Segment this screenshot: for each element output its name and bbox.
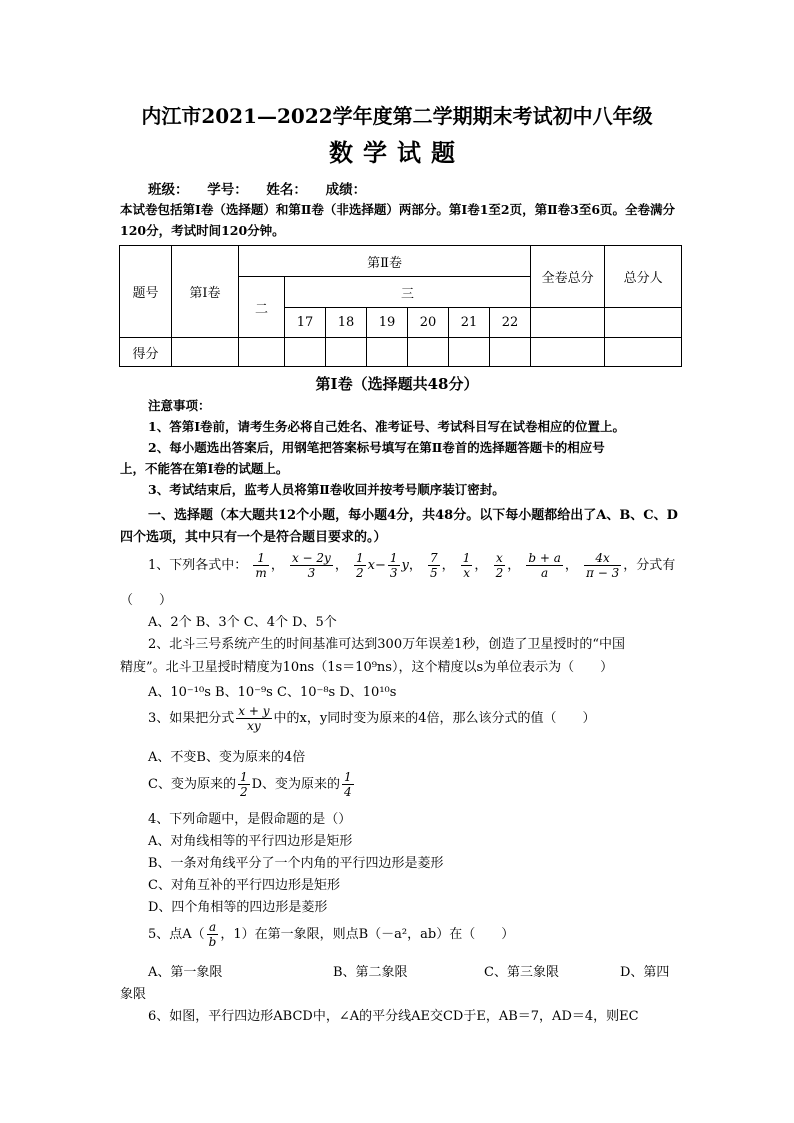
q1-frac-5: $\frac{7}{5}$ — [430, 551, 438, 580]
exam-subtitle: 数学试题 — [329, 138, 465, 167]
score-cell — [172, 338, 239, 367]
q2-line-2: 精度”。北斗卫星授时精度为10ns（1s＝10⁹ns），这个精度以s为单位表示为（ ） — [120, 660, 614, 675]
grade-label: 成绩： — [325, 182, 367, 198]
question-22-cell: 22 — [490, 308, 531, 338]
question-1: 1、下列各式中： $\frac{1}{m}$ ， $\frac{x - 2y}{3}$ ， $\frac{1}{2}$ x− $\frac{1}{3}$ y， $\frac{7}{5}$ ， $\frac{1}{x}$ ， $\frac{x}{2}$ ， $\frac{b + a}{a}$ ， $\frac{4x}{\pi - 3}$ ，分式有 — [148, 551, 676, 580]
notice-item-2-cont: 上，不能答在第Ⅰ卷的试题上。 — [120, 461, 289, 476]
scorer-cell — [605, 308, 682, 338]
q5-option-d: D、第四 — [620, 965, 670, 980]
q4-option-b: B、一条对角线平分了一个内角的平行四边形是菱形 — [148, 856, 444, 871]
question-18-cell: 18 — [326, 308, 367, 338]
q5-option-a: A、第一象限 — [148, 965, 223, 980]
section2-header: 二 — [239, 277, 285, 338]
q4-option-a: A、对角线相等的平行四边形是矩形 — [148, 834, 353, 849]
score-cell — [408, 338, 449, 367]
q6-stem: 6、如图，平行四边形ABCD中，∠A的平分线AE交CD于E，AB＝7，AD＝4，则EC — [148, 1009, 639, 1024]
notice-item-1: 1、答第Ⅰ卷前，请考生务必将自己姓名、准考证号、考试科目写在试卷相应的位置上。 — [148, 419, 626, 434]
q1-frac-7: $\frac{x}{2}$ — [495, 551, 504, 580]
question-21-cell: 21 — [449, 308, 490, 338]
question-no-header: 题号 — [120, 246, 172, 338]
q5-option-d-wrap: 象限 — [120, 987, 147, 1002]
q3-lead: 3、如果把分式 — [148, 711, 235, 726]
q3-frac: $\frac{x + y}{xy}$ — [238, 704, 270, 733]
q3-option-c: C、变为原来的 — [148, 777, 236, 792]
score-cell — [239, 338, 285, 367]
exam-title: 内江市2021—2022学年度第二学期期末考试初中八年级 — [141, 104, 653, 128]
total-score-cell — [531, 308, 605, 338]
name-label: 姓名： — [266, 182, 307, 198]
score-cell — [285, 338, 326, 367]
class-label: 班级： — [148, 182, 189, 198]
total-score-header: 全卷总分 — [531, 246, 605, 308]
notice-title: 注意事项： — [148, 398, 211, 413]
q1-options: A、2个 B、3个 C、4个 D、5个 — [148, 615, 337, 630]
q3-option-ab: A、不变B、变为原来的4倍 — [148, 750, 306, 765]
q1-frac-6: $\frac{1}{x}$ — [462, 551, 471, 580]
q1-tail: ，分式有 — [623, 558, 676, 573]
notice-item-3: 3、考试结束后，监考人员将第Ⅱ卷收回并按考号顺序装订密封。 — [148, 482, 505, 497]
question-5 — [148, 920, 514, 949]
student-id-label: 学号： — [207, 182, 248, 198]
question-19-cell: 19 — [367, 308, 408, 338]
q2-line-1: 2、北斗三号系统产生的时间基准可达到300万年误差1秒，创造了卫星授时的“中国 — [148, 637, 626, 652]
q1-frac-9: $\frac{4x}{\pi - 3}$ — [586, 551, 620, 580]
score-cell — [326, 338, 367, 367]
score-cell — [449, 338, 490, 367]
score-cell — [531, 338, 605, 367]
q5-option-b: B、第二象限 — [333, 965, 408, 980]
q1-frac-8: $\frac{b + a}{a}$ — [528, 551, 561, 580]
q1-lead: 1、下列各式中： — [148, 558, 248, 573]
q5-option-c: C、第三象限 — [484, 965, 559, 980]
question-17-cell: 17 — [285, 308, 326, 338]
score-cell — [367, 338, 408, 367]
q5-frac: $\frac{a}{b}$ — [208, 920, 217, 949]
q4-option-d: D、四个角相等的四边形是菱形 — [148, 900, 328, 915]
exam-intro: 本试卷包括第Ⅰ卷（选择题）和第Ⅱ卷（非选择题）两部分。第Ⅰ卷1至2页，第Ⅱ卷3至6页。全卷满分120分，考试时间120分钟。 — [120, 202, 676, 238]
notice-item-2: 2、每小题选出答案后，用钢笔把答案标号填写在第Ⅱ卷首的选择题答题卡的相应号 — [148, 440, 605, 455]
part2-header: 第Ⅱ卷 — [239, 246, 531, 277]
score-cell — [490, 338, 531, 367]
q4-stem: 4、下列命题中，是假命题的是（） — [148, 812, 352, 827]
score-cell — [605, 338, 682, 367]
q1-frac-4: $\frac{1}{3}$ — [389, 551, 398, 580]
q1-frac-1: $\frac{1}{m}$ — [255, 551, 267, 580]
question-3 — [148, 704, 595, 733]
q2-options: A、10⁻¹⁰s B、10⁻⁹s C、10⁻⁸s D、10¹⁰s — [148, 685, 397, 700]
section1-title: 第Ⅰ卷（选择题共48分） — [315, 375, 479, 393]
q3-frac-c: $\frac{1}{2}$ — [239, 770, 248, 799]
section3-header: 三 — [285, 277, 531, 308]
q3-frac-d: $\frac{1}{4}$ — [344, 770, 352, 799]
q3-option-d: D、变为原来的 — [251, 777, 341, 792]
question-20-cell: 20 — [408, 308, 449, 338]
score-row-label: 得分 — [120, 338, 172, 367]
student-info-line — [148, 178, 380, 198]
part1-header: 第Ⅰ卷 — [172, 246, 239, 338]
scorer-header: 总分人 — [605, 246, 682, 308]
q4-option-c: C、对角互补的平行四边形是矩形 — [148, 878, 340, 893]
q3-tail: 中的x，y同时变为原来的4倍，那么该分式的值（ ） — [273, 711, 596, 726]
part-one-title: 一、选择题（本大题共12个小题，每小题4分，共48分。以下每小题都给出了A、B、C、D四个选项，其中只有一个是符合题目要求的。） — [120, 508, 678, 545]
q1-frac-2: $\frac{x - 2y}{3}$ — [291, 551, 331, 580]
score-table — [119, 245, 682, 367]
q3-option-cd — [148, 770, 356, 799]
q1-paren: （ ） — [120, 593, 173, 608]
q5-tail: ，1）在第一象限，则点B（－a²，ab）在（ ） — [220, 927, 515, 942]
q1-frac-3: $\frac{1}{2}$ — [355, 551, 364, 580]
q5-lead: 5、点A（ — [148, 927, 205, 942]
